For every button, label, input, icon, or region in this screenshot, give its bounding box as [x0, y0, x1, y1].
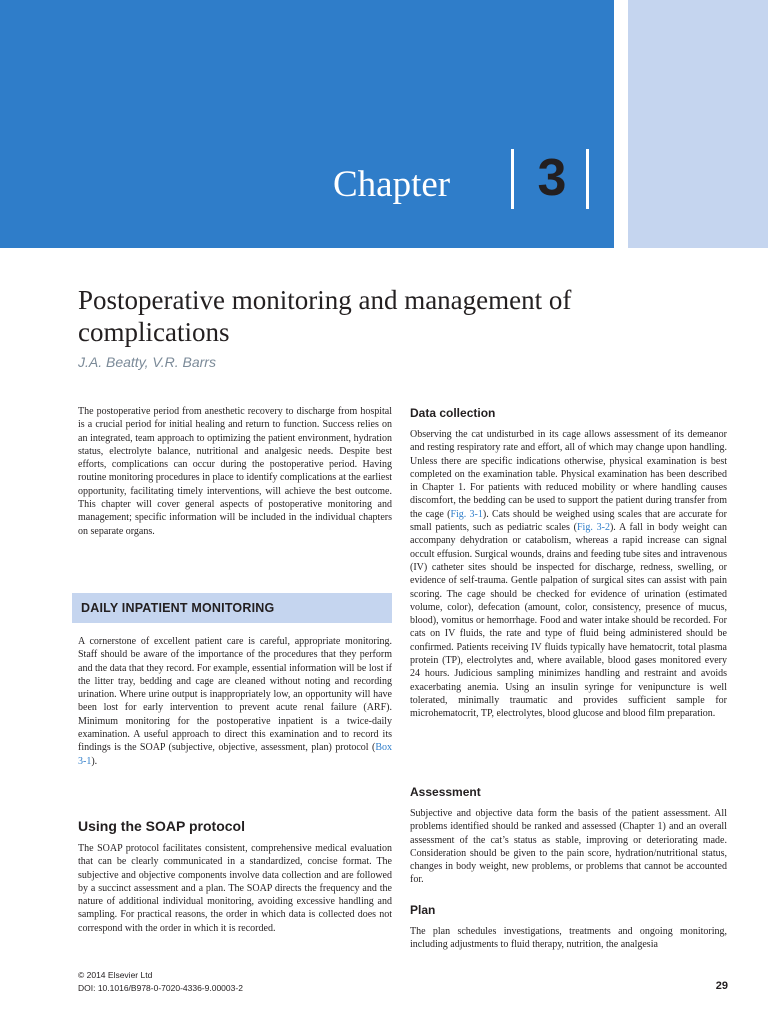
chapter-bar-left: [511, 149, 514, 209]
chapter-bar-right: [586, 149, 589, 209]
heading-assessment: Assessment: [410, 785, 481, 799]
copyright-notice: © 2014 Elsevier Ltd: [78, 970, 153, 980]
assessment-paragraph: [410, 807, 727, 887]
article-authors: J.A. Beatty, V.R. Barrs: [78, 354, 216, 370]
fig-3-2-link[interactable]: Fig. 3-2: [576, 522, 610, 534]
box-3-1-link[interactable]: Box 3-1: [78, 742, 392, 767]
data-collection-paragraph: [410, 428, 727, 721]
article-title: Postoperative monitoring and management of complications: [78, 285, 572, 347]
page-number: 29: [715, 980, 728, 992]
chapter-banner-strip: [628, 0, 768, 248]
plan-paragraph: [410, 925, 727, 952]
soap-paragraph: [78, 842, 392, 935]
heading-plan: Plan: [410, 903, 436, 917]
data-collection-text-2: ). Cats should be weighed using scales that are accurate for small patients, such as pediatric scales (: [410, 508, 727, 534]
doi-reference: DOI: 10.1016/B978-0-7020-4336-9.00003-2: [78, 983, 243, 993]
daily-monitoring-text: A cornerstone of excellent patient care is careful, appropriate monitoring. Staff should be aware of the importance of the procedures that they perform and the data that they record. For example, essential information will be lost if the litter tray, bedding and cage are cleaned without noting and recording urination. Where urine output is inappropriately low, an opportunity will have been lost for early intervention to prevent acute renal failure (ARF). Minimum monitoring for the postoperative inpatient is a twice-daily examination. A useful approach to direct this examination and to record its findings is the SOAP (subjective, objective, assessment, plan) protocol (: [78, 636, 392, 754]
assessment-text: Subjective and objective data form the basis of the patient assessment. All problems identified should be ranked and assessed (Chapter 1) and an overall assessment of the cat’s status as stable, improving or deteriorating made. Consideration should be given to the pain score, hydration/nutritional status, changes in body weight, new problems, or problems that cannot be accounted for.: [410, 808, 727, 886]
data-collection-text-1: Observing the cat undisturbed in its cage allows assessment of its demeanor and resting respiratory rate and effort, all of which may change upon handling. Unless there are specific indications otherwise, physical examination is best completed on the examination table. Physical examination has been described in Chapter 1. For patients with reduced mobility or where handling causes discomfort, the bedding can be used to support the patient during transfer from the cage (: [410, 429, 727, 520]
heading-data-collection: Data collection: [410, 406, 496, 420]
chapter-number: 3: [537, 149, 567, 207]
soap-text: The SOAP protocol facilitates consistent, comprehensive medical evaluation that can be clearly communicated in a standardized, concise format. The subjective and objective components involve data collection and are followed by a succinct assessment and a plan. The SOAP directs the frequency and the nature of additional individual monitoring, avoiding excessive handling and sampling. For practical reasons, the order in which data is collected does not correspond with the order in which it is recorded.: [78, 843, 392, 934]
fig-3-1-link[interactable]: Fig. 3-1: [450, 508, 483, 520]
plan-text: The plan schedules investigations, treatments and ongoing monitoring, including adjustments to fluid therapy, nutrition, the analgesia: [410, 926, 727, 951]
intro-paragraph: [78, 405, 392, 538]
section-heading-daily-monitoring: DAILY INPATIENT MONITORING: [81, 601, 275, 615]
chapter-banner: [0, 0, 614, 248]
heading-using-soap: Using the SOAP protocol: [78, 818, 245, 834]
section-heading-box: [72, 593, 392, 623]
data-collection-text-3: ). A fall in body weight can accompany dehydration or catabolism, whereas a rapid increase can signal occult effusion. Surgical wounds, drains and feeding tube sites and intravenous (IV) catheter sites should be inspected for discharge, redness, swelling, or evidence of self-trauma. Gentle palpation of surgical sites can assist with pain scoring. The cage should be checked for evidence of urination (estimated volume, color), defecation (amount, color, consistency, presence of mucus, blood), vomitus or hemorrhage. Food and water intake should be recorded. For cats on IV fluids, the rate and type of fluid being administered should be confirmed. Patients receiving IV fluids typically have hematocrit, total plasma protein (TP), electrolytes and, where available, blood gases monitored every 24 hours. Judicious sampling minimizes handling and restraint and avoids exacerbating anemia. Using an insulin syringe for venipuncture is well tolerated, minimally traumatic and provides sufficient sample for microhematocrit, TP, electrolytes, blood glucose and blood film preparation.: [410, 522, 727, 720]
chapter-label: Chapter: [333, 164, 451, 205]
daily-monitoring-paragraph: [78, 635, 392, 768]
intro-text: The postoperative period from anesthetic recovery to discharge from hospital is a crucial period for initial healing and return to function. Success relies on an integrated, team approach to optimizing the patient environment, hydration status, electrolyte balance, nutritional and analgesic needs. Despite best efforts, complications can occur during the postoperative period. Having routine monitoring procedures in place to identify complications at the earliest opportunity, facilitating timely interventions, will achieve the best outcome. This chapter will cover general aspects of postoperative monitoring and management; specific information will be included in the individual chapters on separate organs.: [78, 406, 392, 537]
page-footer: [78, 969, 243, 995]
daily-monitoring-text-end: ).: [91, 755, 98, 767]
